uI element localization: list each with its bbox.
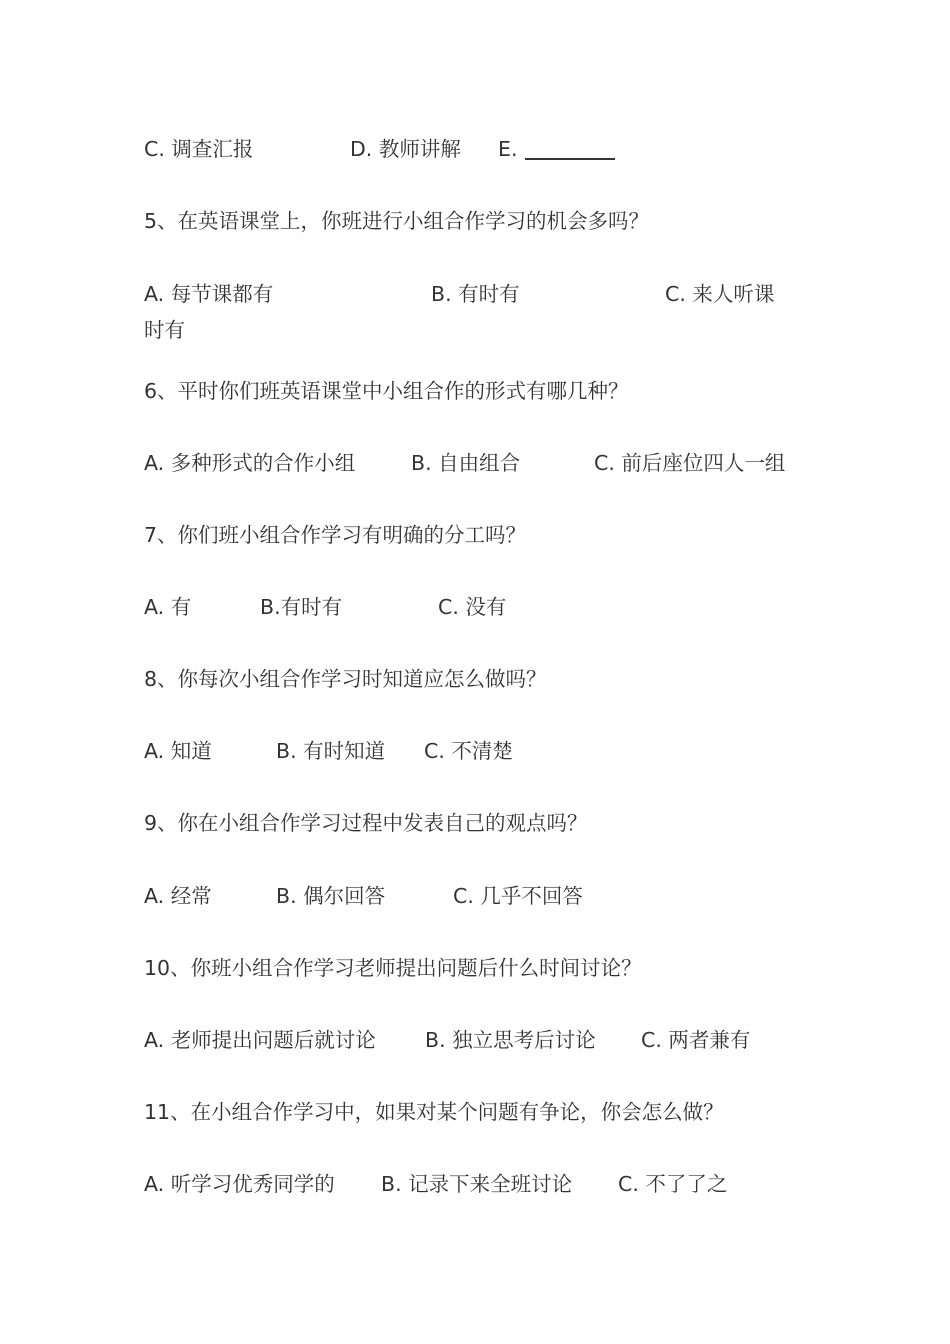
option-a: A. 经常 (144, 884, 212, 908)
option-a: A. 有 (144, 595, 192, 619)
option-b: B. 自由组合 (411, 451, 521, 475)
option-a: A. 知道 (144, 739, 212, 763)
answer-blank (525, 138, 615, 160)
option-a: A. 老师提出问题后就讨论 (144, 1028, 376, 1052)
question-text: 8、你每次小组合作学习时知道应怎么做吗？ (144, 667, 547, 691)
option-wrap-text: 时有 (144, 318, 185, 342)
option-b: B. 偶尔回答 (276, 884, 386, 908)
option-a: A. 每节课都有 (144, 282, 274, 306)
option-b: B. 有时知道 (276, 739, 386, 763)
option-c: C. 两者兼有 (641, 1028, 751, 1052)
option-a: A. 多种形式的合作小组 (144, 451, 356, 475)
question-text: 10、你班小组合作学习老师提出问题后什么时间讨论？ (144, 956, 642, 980)
option-d: D. 教师讲解 (350, 137, 461, 161)
option-c: C. 来人听课 (665, 282, 775, 306)
option-c: C. 不了了之 (618, 1172, 728, 1196)
question-text: 7、你们班小组合作学习有明确的分工吗？ (144, 523, 527, 547)
question-text: 5、在英语课堂上，你班进行小组合作学习的机会多吗？ (144, 209, 650, 233)
option-c: C. 调查汇报 (144, 137, 254, 161)
option-c: C. 没有 (438, 595, 507, 619)
option-b: B. 记录下来全班讨论 (381, 1172, 573, 1196)
question-text: 11、在小组合作学习中，如果对某个问题有争论，你会怎么做？ (144, 1100, 724, 1124)
option-c: C. 不清楚 (424, 739, 513, 763)
option-e: E. (498, 135, 615, 163)
option-c: C. 几乎不回答 (453, 884, 583, 908)
option-b: B. 有时有 (431, 282, 520, 306)
option-b: B. 独立思考后讨论 (425, 1028, 596, 1052)
option-c: C. 前后座位四人一组 (594, 451, 786, 475)
question-text: 6、平时你们班英语课堂中小组合作的形式有哪几种？ (144, 379, 629, 403)
option-a: A. 听学习优秀同学的 (144, 1172, 335, 1196)
question-text: 9、你在小组合作学习过程中发表自己的观点吗？ (144, 811, 588, 835)
option-b: B.有时有 (260, 595, 343, 619)
